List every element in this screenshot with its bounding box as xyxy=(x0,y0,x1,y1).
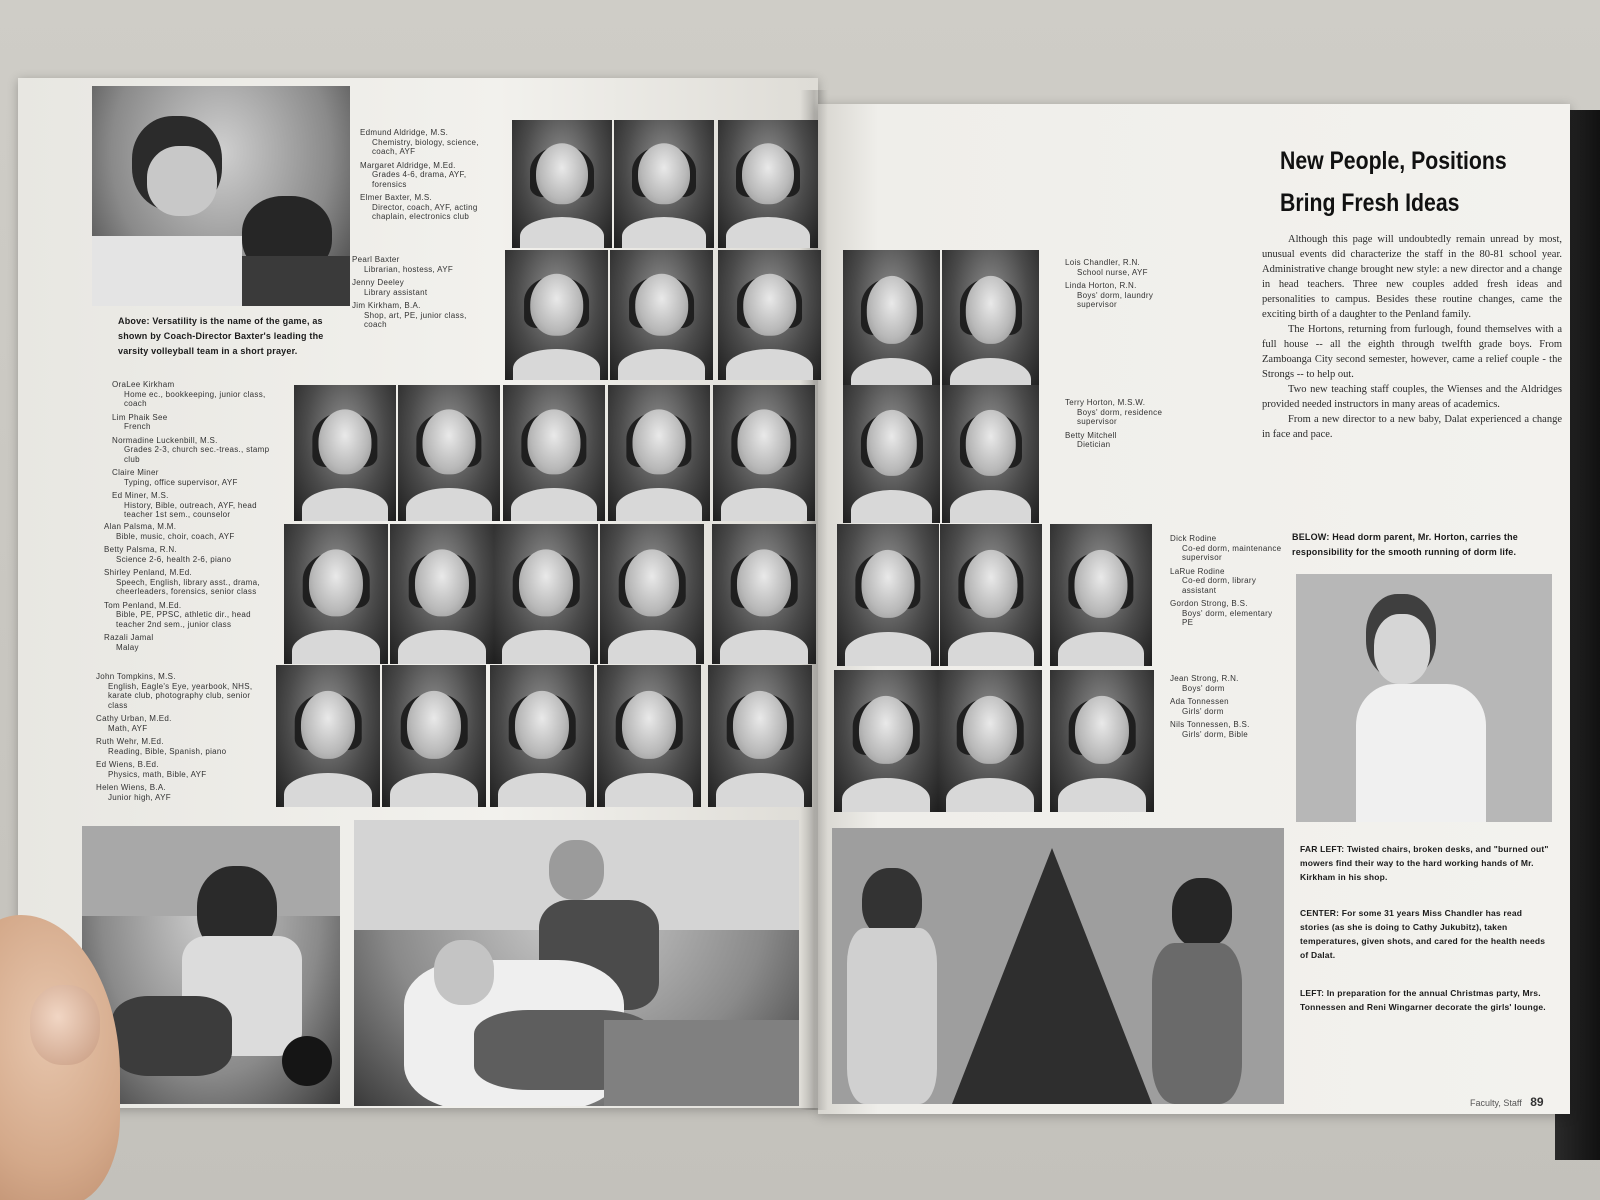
staff-portrait xyxy=(276,665,380,807)
mr-horton-photo xyxy=(1296,574,1552,822)
headline-line-1: New People, Positions xyxy=(1280,147,1507,175)
article-paragraph: From a new director to a new baby, Dalat experienced a change in face and pace. xyxy=(1262,414,1562,440)
staff-caption-group-3: OraLee Kirkham Home ec., bookkeeping, junior class, coach Lim Phaik See French Normadine Luckenbill, M.S. Grades 2-3, church sec.-treas., stamp club Claire Miner Typing, office supervisor, AYF Ed Miner, M.S. History, Bible, outreach, AYF, head teacher 1st sem., counselor xyxy=(112,380,270,519)
staff-caption-group-6: Lois Chandler, R.N. School nurse, AYF Linda Horton, R.N. Boys' dorm, laundry supervisor xyxy=(1065,258,1154,309)
folio-label: Faculty, Staff xyxy=(1470,1098,1522,1108)
staff-portrait xyxy=(503,385,605,521)
volleyball-photo-caption: Above: Versatility is the name of the game, as shown by Coach-Director Baxter's leading the varsity volleyball team in a short prayer. xyxy=(118,316,324,356)
article-paragraph: Although this page will undoubtedly remain unread by most, unusual events did characterize the staff in the 80-81 school year. Administrative change brought new style: a new director and a change in head teachers. Three new couples added fresh ideas and personalities to campus. Besides these routine changes, came the exciting birth of a daughter to the Penland family. xyxy=(1262,234,1562,320)
staff-portrait xyxy=(1050,524,1152,666)
staff-portrait xyxy=(284,524,388,664)
staff-portrait xyxy=(294,385,396,521)
staff-portrait xyxy=(608,385,710,521)
volleyball-prayer-photo xyxy=(92,86,350,306)
christmas-decorating-photo xyxy=(832,828,1284,1104)
staff-portrait xyxy=(600,524,704,664)
staff-portrait xyxy=(843,385,940,523)
staff-caption-group-7: Terry Horton, M.S.W. Boys' dorm, residence supervisor Betty Mitchell Dietician xyxy=(1065,398,1163,449)
nurse-reading-photo xyxy=(354,820,799,1106)
staff-caption-group-2: Pearl Baxter Librarian, hostess, AYF Jenny Deeley Library assistant Jim Kirkham, B.A. Shop, art, PE, junior class, coach xyxy=(352,255,467,329)
staff-caption-group-5: John Tompkins, M.S. English, Eagle's Eye, yearbook, NHS, karate club, photography club, senior class Cathy Urban, M.Ed. Math, AYF Ruth Wehr, M.Ed. Reading, Bible, Spanish, piano Ed Wiens, B.Ed. Physics, math, Bible, AYF Helen Wiens, B.A. Junior high, AYF xyxy=(96,672,253,802)
staff-portrait xyxy=(713,385,815,521)
staff-portrait xyxy=(938,670,1042,812)
article-paragraph: Two new teaching staff couples, the Wienses and the Aldridges provided needed instructors in many areas of academics. xyxy=(1262,384,1562,410)
staff-portrait xyxy=(390,524,494,664)
staff-portrait xyxy=(718,120,818,248)
staff-portrait xyxy=(398,385,500,521)
article-body xyxy=(1262,232,1562,442)
page-number: 89 xyxy=(1530,1095,1544,1109)
article-paragraph: The Hortons, returning from furlough, found themselves with a full house -- all the eighth through twelfth grade boys. From Zamboanga City second semester, however, came a relief couple - the Strongs -- to help out. xyxy=(1262,324,1562,380)
staff-caption-group-4: Alan Palsma, M.M. Bible, music, choir, coach, AYF Betty Palsma, R.N. Science 2-6, health 2-6, piano Shirley Penland, M.Ed. Speech, English, library asst., drama, cheerleaders, forensics, senior class Tom Penland, M.Ed. Bible, PE, PPSC, athletic dir., head teacher 2nd sem., junior class Razali Jamal Malay xyxy=(104,522,260,652)
staff-portrait xyxy=(382,665,486,807)
left-photo-caption: LEFT: In preparation for the annual Christmas party, Mrs. Tonnessen and Reni Wingarner decorate the girls' lounge. xyxy=(1300,988,1546,1012)
horton-photo-caption: BELOW: Head dorm parent, Mr. Horton, carries the responsibility for the smooth running of dorm life. xyxy=(1292,532,1518,557)
staff-portrait xyxy=(512,120,612,248)
staff-portrait xyxy=(494,524,598,664)
staff-portrait xyxy=(597,665,701,807)
staff-portrait xyxy=(614,120,714,248)
page-folio xyxy=(1470,1095,1544,1109)
staff-caption-group-1: Edmund Aldridge, M.S. Chemistry, biology, science, coach, AYF Margaret Aldridge, M.Ed. Grades 4-6, drama, AYF, forensics Elmer Baxter, M.S. Director, coach, AYF, acting chaplain, electronics club xyxy=(360,128,479,221)
shop-mower-photo xyxy=(82,826,340,1104)
staff-portrait xyxy=(490,665,594,807)
staff-portrait xyxy=(942,250,1039,392)
staff-portrait xyxy=(505,250,608,380)
staff-portrait xyxy=(718,250,821,380)
staff-portrait xyxy=(837,524,939,666)
staff-portrait xyxy=(834,670,938,812)
staff-caption-group-8: Dick Rodine Co-ed dorm, maintenance supervisor LaRue Rodine Co-ed dorm, library assistant Gordon Strong, B.S. Boys' dorm, elementary PE xyxy=(1170,534,1282,627)
staff-portrait xyxy=(843,250,940,392)
staff-portrait xyxy=(1050,670,1154,812)
thumb xyxy=(30,985,100,1065)
far-left-photo-caption: FAR LEFT: Twisted chairs, broken desks, and "burned out" mowers find their way to the hard working hands of Mr. Kirkham in his shop. xyxy=(1300,844,1549,882)
staff-portrait xyxy=(942,385,1039,523)
staff-caption-group-9: Jean Strong, R.N. Boys' dorm Ada Tonnessen Girls' dorm Nils Tonnessen, B.S. Girls' dorm, Bible xyxy=(1170,674,1250,739)
staff-portrait xyxy=(712,524,816,664)
staff-portrait xyxy=(940,524,1042,666)
staff-portrait xyxy=(708,665,812,807)
staff-portrait xyxy=(610,250,713,380)
center-photo-caption: CENTER: For some 31 years Miss Chandler has read stories (as she is doing to Cathy Jukubitz), taken temperatures, given shots, and cared for the health needs of Dalat. xyxy=(1300,908,1546,960)
page-headline xyxy=(1280,140,1507,224)
headline-line-2: Bring Fresh Ideas xyxy=(1280,189,1460,217)
